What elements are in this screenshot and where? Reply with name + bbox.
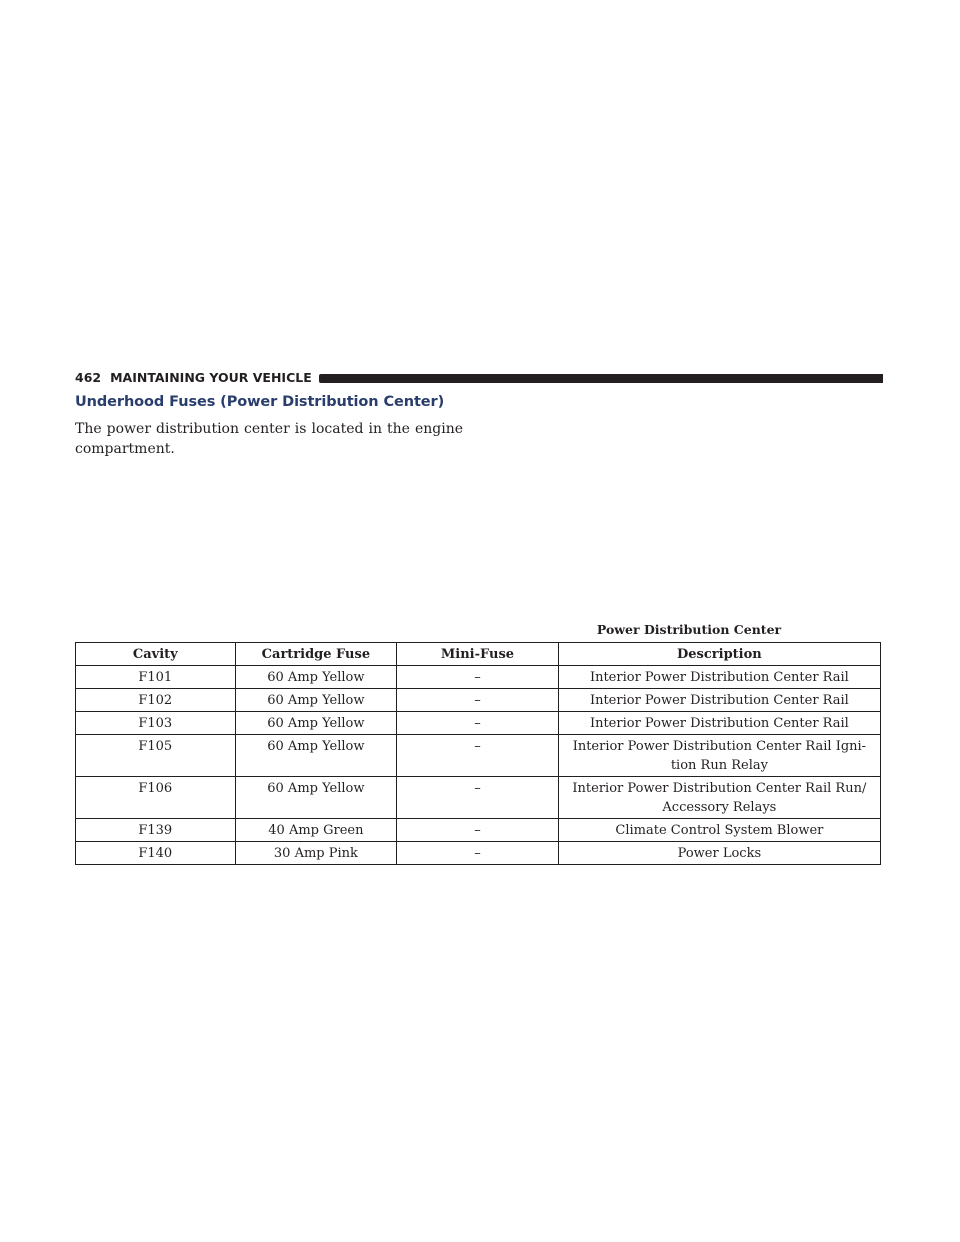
mini-fuse-cell: –: [397, 819, 559, 842]
cartridge-fuse-cell: 60 Amp Yellow: [235, 735, 397, 777]
mini-fuse-cell: –: [397, 777, 559, 819]
cavity-cell: F139: [76, 819, 236, 842]
column-header-mini-fuse: Mini-Fuse: [397, 643, 559, 666]
cavity-cell: F140: [76, 842, 236, 865]
table-row: [76, 777, 881, 819]
description-cell: Interior Power Distribution Center Rail Igni- tion Run Relay: [558, 735, 880, 777]
description-cell: Power Locks: [558, 842, 880, 865]
cartridge-fuse-cell: 60 Amp Yellow: [235, 689, 397, 712]
mini-fuse-cell: –: [397, 666, 559, 689]
cartridge-fuse-cell: 60 Amp Yellow: [235, 777, 397, 819]
intro-paragraph-line-2: compartment.: [75, 441, 175, 457]
mini-fuse-cell: –: [397, 842, 559, 865]
table-row: [76, 842, 881, 865]
cartridge-fuse-cell: 60 Amp Yellow: [235, 666, 397, 689]
column-header-cartridge-fuse: Cartridge Fuse: [235, 643, 397, 666]
table-caption: Power Distribution Center: [596, 622, 782, 637]
table-row: [76, 819, 881, 842]
description-cell: Interior Power Distribution Center Rail: [558, 689, 880, 712]
table-row: [76, 735, 881, 777]
section-heading: Underhood Fuses (Power Distribution Center): [75, 394, 445, 410]
description-cell: Climate Control System Blower: [558, 819, 880, 842]
cartridge-fuse-cell: 60 Amp Yellow: [235, 712, 397, 735]
cartridge-fuse-cell: 40 Amp Green: [235, 819, 397, 842]
description-cell: Interior Power Distribution Center Rail Run/ Accessory Relays: [558, 777, 880, 819]
fuse-table: [75, 642, 881, 865]
intro-paragraph-line-1: The power distribution center is located in the engine: [75, 421, 463, 437]
cavity-cell: F106: [76, 777, 236, 819]
cavity-cell: F103: [76, 712, 236, 735]
table-row: [76, 689, 881, 712]
table-row: [76, 666, 881, 689]
table-header-row: [76, 643, 881, 666]
description-cell: Interior Power Distribution Center Rail: [558, 666, 880, 689]
running-section-title: MAINTAINING YOUR VEHICLE: [110, 370, 312, 385]
page-number: 462: [75, 370, 102, 385]
mini-fuse-cell: –: [397, 735, 559, 777]
cavity-cell: F105: [76, 735, 236, 777]
column-header-cavity: Cavity: [76, 643, 236, 666]
description-cell: Interior Power Distribution Center Rail: [558, 712, 880, 735]
page-header: [75, 370, 883, 386]
column-header-description: Description: [558, 643, 880, 666]
cartridge-fuse-cell: 30 Amp Pink: [235, 842, 397, 865]
cavity-cell: F101: [76, 666, 236, 689]
mini-fuse-cell: –: [397, 712, 559, 735]
cavity-cell: F102: [76, 689, 236, 712]
header-rule: [319, 374, 883, 383]
table-row: [76, 712, 881, 735]
mini-fuse-cell: –: [397, 689, 559, 712]
